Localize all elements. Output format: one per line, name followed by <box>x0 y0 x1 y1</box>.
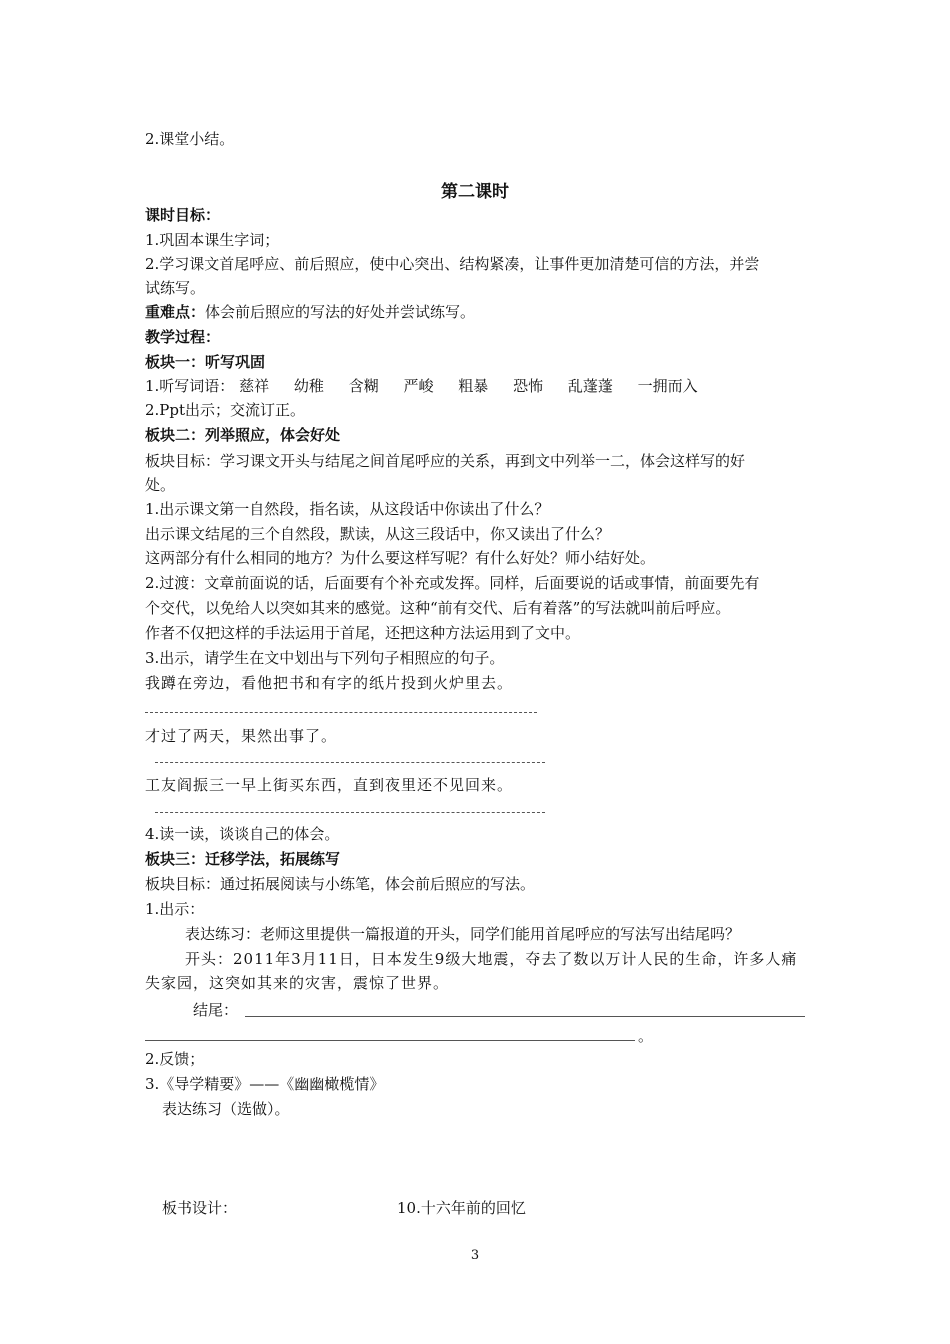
quote-3: 工友阎振三一早上街买东西，直到夜里还不见回来。 <box>145 776 514 794</box>
step-1: 1.出示课文第一自然段，指名读，从这段话中你读出了什么？ <box>145 500 550 518</box>
dictation-words <box>239 377 718 395</box>
opening-a: 开头：2011年3月11日，日本发生9级大地震，夺去了数以万计人民的生命，许多人痛 <box>185 950 798 968</box>
step-3: 3.出示，请学生在文中划出与下列句子相照应的句子。 <box>145 649 505 667</box>
guide-line: 3.《导学精要》——《幽幽橄榄情》 <box>145 1075 385 1093</box>
goal-1: 1.巩固本课生字词； <box>145 231 280 249</box>
step-2b: 个交代，以免给人以突如其来的感觉。这种“前有交代、后有着落”的写法就叫前后呼应。 <box>145 599 731 617</box>
block-2-goal-b: 处。 <box>145 476 176 494</box>
word: 幼稚 <box>293 377 324 395</box>
answer-line-2 <box>155 762 545 763</box>
page-number: 3 <box>470 1248 480 1263</box>
class-summary: 2.课堂小结。 <box>145 130 235 148</box>
block-3-heading: 板块三：迁移学法，拓展练写 <box>145 850 341 868</box>
step-1c: 这两部分有什么相同的地方？为什么要这样写呢？有什么好处？师小结好处。 <box>145 549 656 567</box>
block-2-heading: 板块二：列举照应，体会好处 <box>145 426 341 444</box>
step-2c: 作者不仅把这样的手法运用于首尾，还把这种方法运用到了文中。 <box>145 624 581 642</box>
quote-1: 我蹲在旁边，看他把书和有字的纸片投到火炉里去。 <box>145 674 514 692</box>
word: 含糊 <box>348 377 379 395</box>
quote-2: 才过了两天，果然出事了。 <box>145 727 338 745</box>
show-line: 1.出示： <box>145 900 205 918</box>
word: 一拥而入 <box>637 377 698 395</box>
goal-heading: 课时目标： <box>145 206 221 224</box>
dictation-line <box>145 376 718 396</box>
word: 严峻 <box>403 377 434 395</box>
key-label: 重难点： <box>145 303 206 321</box>
lesson-title: 第二课时 <box>441 182 509 202</box>
block-3-goal: 板块目标：通过拓展阅读与小练笔，体会前后照应的写法。 <box>145 875 536 893</box>
ending-line-1 <box>245 1016 805 1017</box>
opening-b: 失家园，这突如其来的灾害，震惊了世界。 <box>145 974 450 992</box>
dictation-label: 1.听写词语： <box>145 377 235 395</box>
goal-2b: 试练写。 <box>145 279 206 297</box>
process-heading: 教学过程： <box>145 328 221 346</box>
key-text: 体会前后照应的写法的好处并尝试练写。 <box>205 303 476 321</box>
board-title: 10.十六年前的回忆 <box>397 1199 526 1217</box>
answer-line-3 <box>155 812 545 813</box>
word: 恐怖 <box>513 377 544 395</box>
step-2a: 2.过渡：文章前面说的话，后面要有个补充或发挥。同样，后面要说的话或事情，前面要先有 <box>145 574 760 592</box>
ending-line-2 <box>145 1040 635 1041</box>
key-points <box>145 302 475 322</box>
word: 慈祥 <box>239 377 270 395</box>
word: 粗暴 <box>458 377 489 395</box>
feedback-line: 2.反馈； <box>145 1050 205 1068</box>
ppt-line: 2.Ppt出示；交流订正。 <box>145 401 306 419</box>
ending-label: 结尾： <box>193 1001 239 1019</box>
block-1-heading: 板块一：听写巩固 <box>145 353 266 371</box>
goal-2a: 2.学习课文首尾呼应、前后照应，使中心突出、结构紧凑，让事件更加清楚可信的方法，并尝 <box>145 255 760 273</box>
board-label: 板书设计： <box>162 1199 238 1217</box>
block-2-goal-a: 板块目标：学习课文开头与结尾之间首尾呼应的关系，再到文中列举一二，体会这样写的好 <box>145 452 746 470</box>
word: 乱蓬蓬 <box>567 377 613 395</box>
answer-line-1 <box>145 712 537 713</box>
step-1b: 出示课文结尾的三个自然段，默读，从这三段话中，你又读出了什么？ <box>145 525 611 543</box>
optional-exercise: 表达练习（选做）。 <box>162 1100 290 1118</box>
step-4: 4.读一读，谈谈自己的体会。 <box>145 825 340 843</box>
exercise-prompt: 表达练习：老师这里提供一篇报道的开头，同学们能用首尾呼应的写法写出结尾吗？ <box>185 925 741 943</box>
ending-period: 。 <box>638 1027 654 1045</box>
